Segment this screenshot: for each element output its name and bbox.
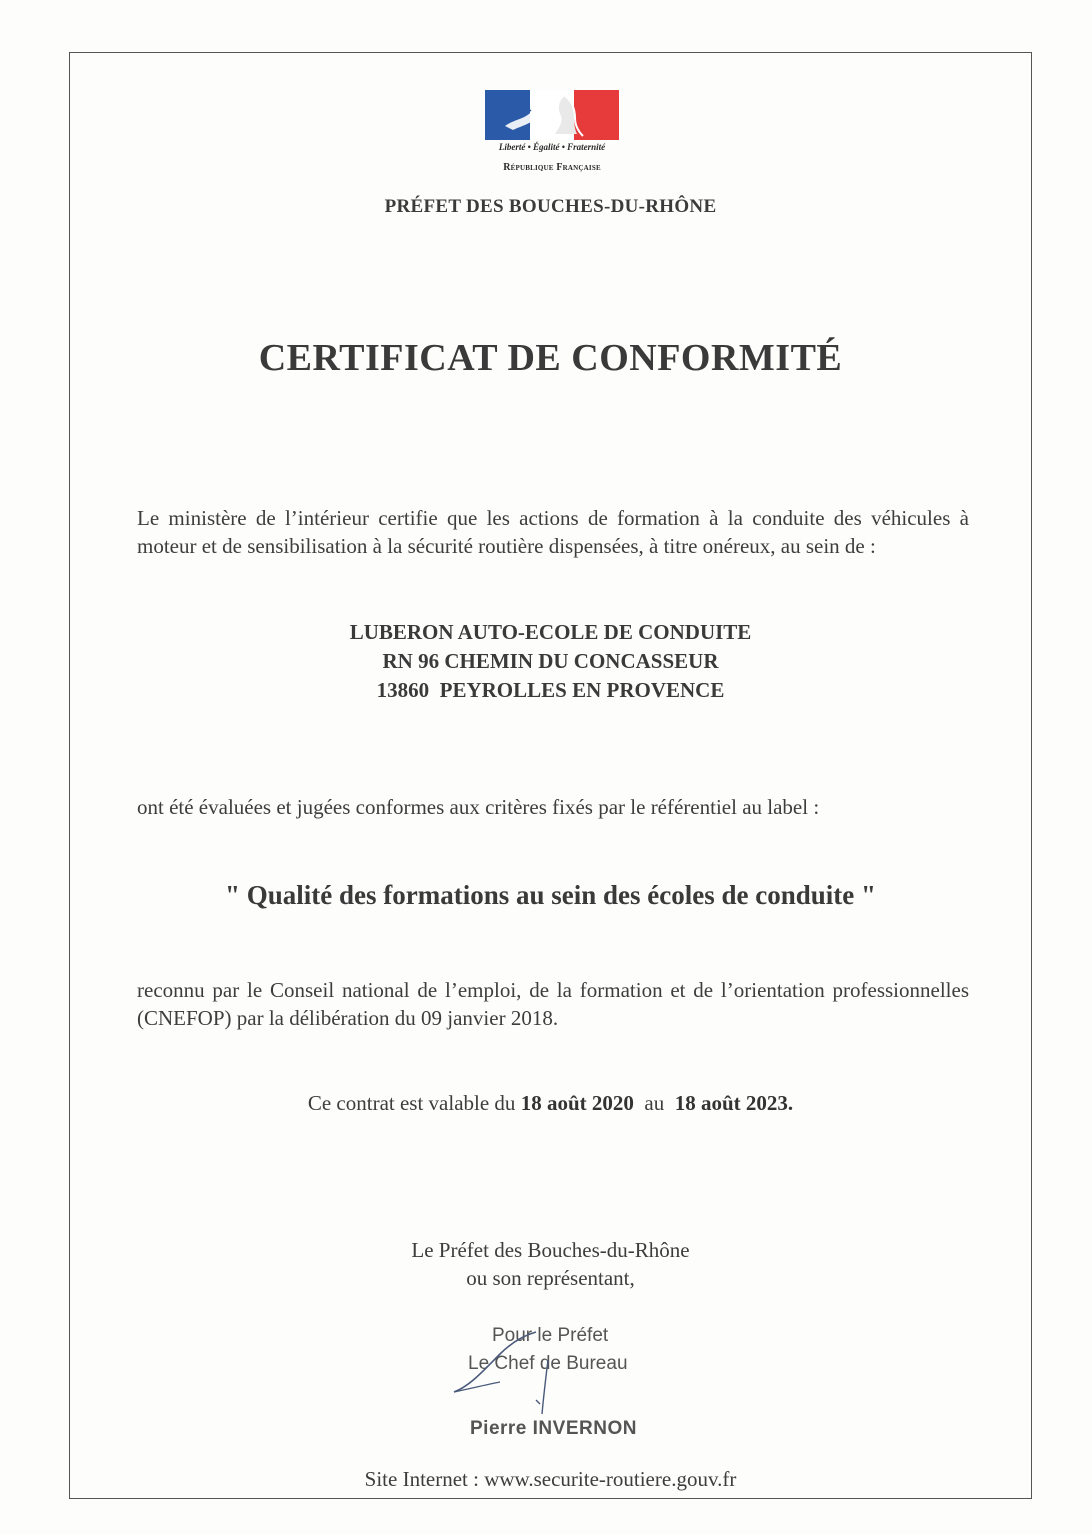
address-line-3: 13860 PEYROLLES EN PROVENCE [376,678,725,702]
page-title: CERTIFICAT DE CONFORMITÉ [258,337,843,379]
signatory-line-1: Le Préfet des Bouches-du-Rhône [411,1238,690,1262]
marianne-logo [485,90,619,140]
label-name: " Qualité des formations au sein des écoles de conduite " [225,880,876,910]
signatory-line-2: ou son représentant, [466,1266,635,1290]
signatory-name: Pierre INVERNON [470,1418,637,1439]
republic-motto: Liberté • Égalité • Fraternité [498,142,606,152]
website-footer: Site Internet : www.securite-routiere.gouv.fr [364,1467,737,1491]
handwritten-signature [440,1320,590,1430]
signatory-block [69,1236,1032,1292]
validity-prefix: Ce contrat est valable du [307,1091,521,1115]
intro-paragraph: Le ministère de l’intérieur certifie que les actions de formation à la conduite des véhicules à moteur et de sensibilisation à la sécurité routière dispensées, à titre onéreux, au sein de : [137,506,969,558]
address-line-1: LUBERON AUTO-ECOLE DE CONDUITE [349,620,752,644]
issuer-header: PRÉFET DES BOUCHES-DU-RHÔNE [384,196,717,217]
recognition-paragraph: reconnu par le Conseil national de l’emploi, de la formation et de l’orientation professionnelles (CNEFOP) par la délibération du 09 janvier 2018. [137,978,969,1030]
school-address [69,618,1032,705]
evaluation-paragraph: ont été évaluées et jugées conformes aux critères fixés par le référentiel au label : [137,795,820,819]
republic-name: République Française [503,162,601,173]
stamp-line-1: Pour le Préfet [492,1325,609,1346]
validity-end-date: 18 août 2023. [674,1091,794,1115]
validity-statement [69,1091,1032,1116]
validity-middle: au [633,1091,675,1115]
stamp-line-2: Le Chef de Bureau [468,1353,628,1374]
address-line-2: RN 96 CHEMIN DU CONCASSEUR [382,649,719,673]
validity-start-date: 18 août 2020 [520,1091,634,1115]
